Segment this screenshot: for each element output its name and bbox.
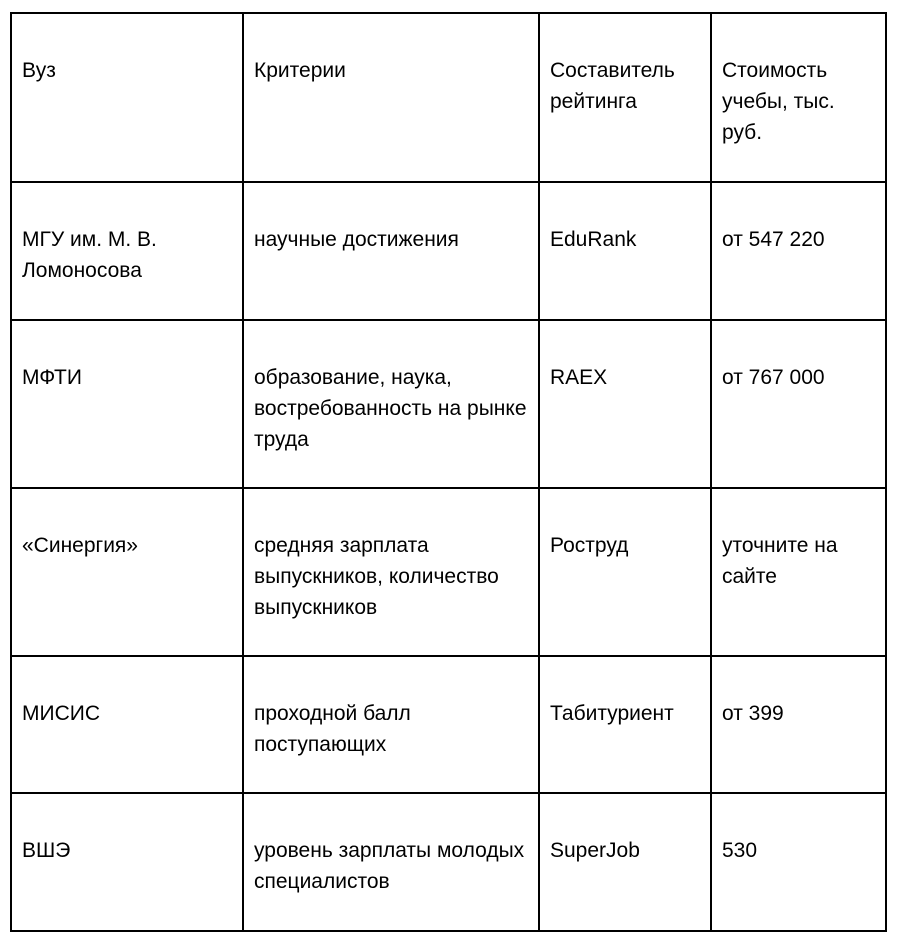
header-compiler: Составитель рейтинга [539, 13, 711, 182]
cell-university: МФТИ [11, 320, 243, 488]
cell-criteria: средняя зарплата выпускников, количество выпускников [243, 488, 539, 656]
cell-compiler: RAEX [539, 320, 711, 488]
cell-cost: от 547 220 [711, 182, 886, 320]
cell-cost: от 767 000 [711, 320, 886, 488]
cell-compiler: EduRank [539, 182, 711, 320]
cell-criteria: научные достижения [243, 182, 539, 320]
cell-compiler: Роструд [539, 488, 711, 656]
cell-cost: 530 [711, 793, 886, 931]
table-row [11, 488, 886, 656]
cell-compiler: SuperJob [539, 793, 711, 931]
cell-compiler: Табитуриент [539, 656, 711, 793]
table-row [11, 793, 886, 931]
cell-cost: от 399 [711, 656, 886, 793]
header-cost: Стоимость учебы, тыс. руб. [711, 13, 886, 182]
cell-university: «Синергия» [11, 488, 243, 656]
header-university: Вуз [11, 13, 243, 182]
cell-criteria: проходной балл поступающих [243, 656, 539, 793]
cell-criteria: образование, наука, востребованность на рынке труда [243, 320, 539, 488]
cell-university: МИСИС [11, 656, 243, 793]
table-row [11, 656, 886, 793]
cell-cost: уточните на сайте [711, 488, 886, 656]
table-row [11, 182, 886, 320]
table-row [11, 320, 886, 488]
cell-criteria: уровень зарплаты молодых специалистов [243, 793, 539, 931]
university-rating-table [10, 12, 887, 932]
cell-university: МГУ им. М. В. Ломоносова [11, 182, 243, 320]
header-criteria: Критерии [243, 13, 539, 182]
cell-university: ВШЭ [11, 793, 243, 931]
table-header-row [11, 13, 886, 182]
